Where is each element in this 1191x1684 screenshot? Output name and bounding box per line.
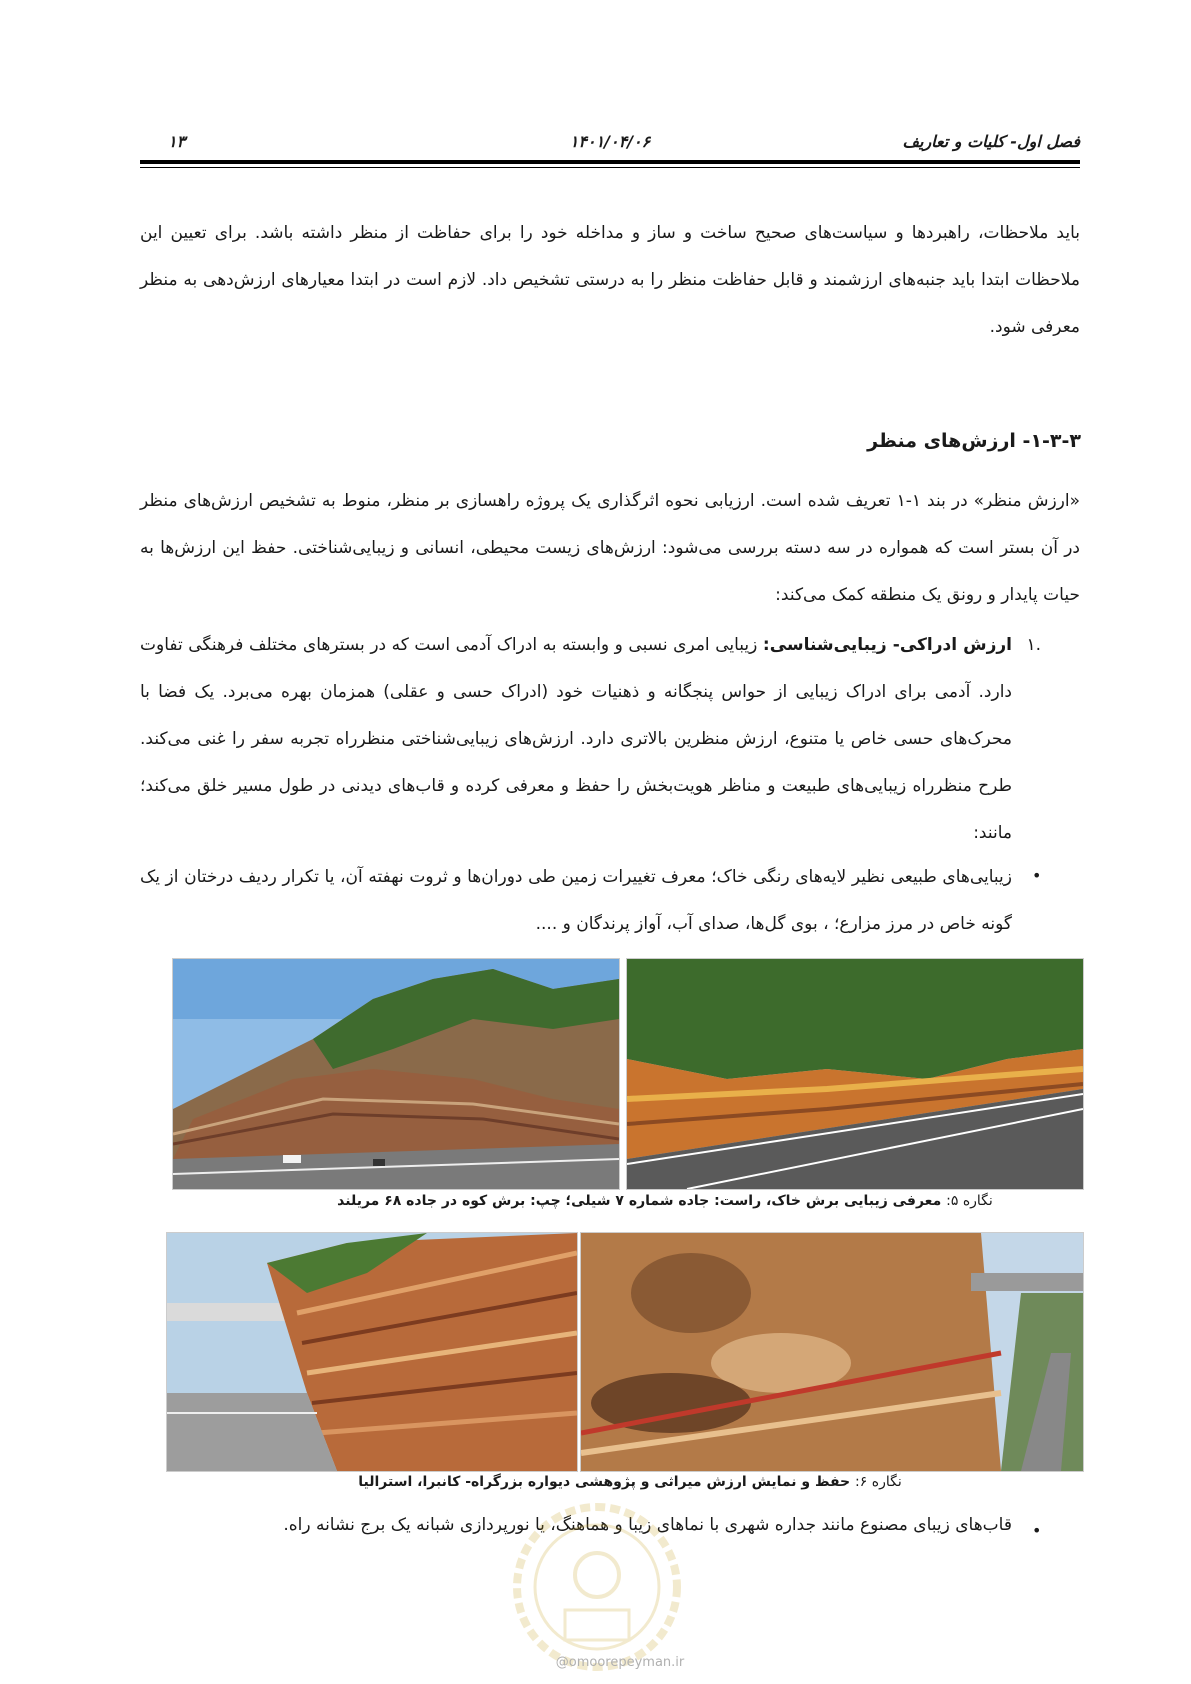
figure6-prefix: نگاره ۶: — [855, 1474, 902, 1490]
photo-canberra-wall-left — [166, 1232, 578, 1472]
item-number: ۱. — [1026, 635, 1041, 655]
photo-maryland-road-cut — [172, 958, 620, 1190]
header-date: ۱۴۰۱/۰۴/۰۶ — [569, 132, 651, 151]
section-paragraph: «ارزش منظر» در بند ۱-۱ تعریف شده است. ارزیابی نحوه اثرگذاری یک پروژه راهسازی بر منظر، منوط به تشخیص ارزش‌های منظر در آن بستر است که همواره در سه دسته بررسی می‌شود: ارزش‌های زیست محیطی، انسانی و زیبایی‌شناختی. حفظ این ارزش‌ها به حیات پایدار و رونق یک منطقه کمک می‌کند: — [140, 491, 1080, 605]
bullet-icon: • — [1032, 866, 1042, 885]
figure6-caption — [330, 1474, 930, 1490]
bullet2-paragraph: قاب‌های زیبای مصنوع مانند جداره شهری با نماهای زیبا و هماهنگ، یا نورپردازی شبانه یک برج نشانه راه. — [283, 1515, 1012, 1535]
figure5-caption — [270, 1193, 1060, 1209]
photo-chile-route7-cut — [626, 958, 1084, 1190]
figure6-text: ارزش میراثی و پژوهشی دیواره بزرگراه- کانبرا، استرالیا — [358, 1474, 752, 1490]
figure5-text: معرفی زیبایی برش خاک، راست: جاده شماره ۷ شیلی؛ چپ: برش کوه در جاده ۶۸ مریلند — [337, 1193, 947, 1209]
header-rule-thick — [140, 160, 1080, 164]
header-rule-thin — [140, 167, 1080, 168]
item1-paragraph — [140, 622, 1012, 857]
figure5-prefix: نگاره ۵: — [946, 1193, 993, 1209]
section-title: ۱-۳-۳- ارزش‌های منظر — [867, 430, 1081, 452]
page-number: ۱۳ — [168, 132, 186, 151]
figure6-bold: حفظ و نمایش — [751, 1474, 856, 1490]
item1-label: ارزش ادراکی- زیبایی‌شناسی: — [762, 635, 1012, 655]
watermark-site: @omoorepeyman.ir — [555, 1655, 685, 1670]
item1-text: زیبایی امری نسبی و وابسته به ادراک آدمی است که در بسترهای مختلف فرهنگی تفاوت دارد. آدمی برای ادراک زیبایی از حواس پنجگانه و ذهنیات خود (ادراک حسی و عقلی) همزمان بهره می‌برد. یک فضا با محرک‌های حسی خاص یا متنوع، ارزش منظرین بالاتری دارد. ارزش‌های زیبایی‌شناختی منظرراه تجربه سفر را غنی می‌کند. طرح منظرراه زیبایی‌های طبیعت و مناظر هویت‌بخش را حفظ و معرفی کرده و قاب‌های دیدنی در طول مسیر خلق می‌کند؛ مانند: — [140, 635, 1012, 843]
bullet1-paragraph: زیبایی‌های طبیعی نظیر لایه‌های رنگی خاک؛ معرف تغییرات زمین طی دوران‌ها و ثروت نهفته آن، یا تکرار ردیف درختان از یک گونه خاص در مرز مزارع؛ ، بوی گل‌ها، صدای آب، آواز پرندگان و .... — [140, 867, 1012, 934]
page-header — [140, 132, 1080, 156]
chapter-title: فصل اول- کلیات و تعاریف — [902, 132, 1080, 151]
intro-paragraph: باید ملاحظات، راهبردها و سیاست‌های صحیح ساخت و ساز و مداخله خود را برای حفاظت از منظر داشته باشد. برای تعیین این ملاحظات ابتدا باید جنبه‌های ارزشمند و قابل حفاظت منظر را به درستی تشخیص داد. لازم است در ابتدا معیارهای ارزش‌دهی به منظر معرفی شود. — [140, 223, 1080, 337]
bullet-icon: • — [1032, 1521, 1042, 1540]
watermark-seal-icon — [510, 1500, 685, 1675]
photo-canberra-wall-right — [580, 1232, 1084, 1472]
